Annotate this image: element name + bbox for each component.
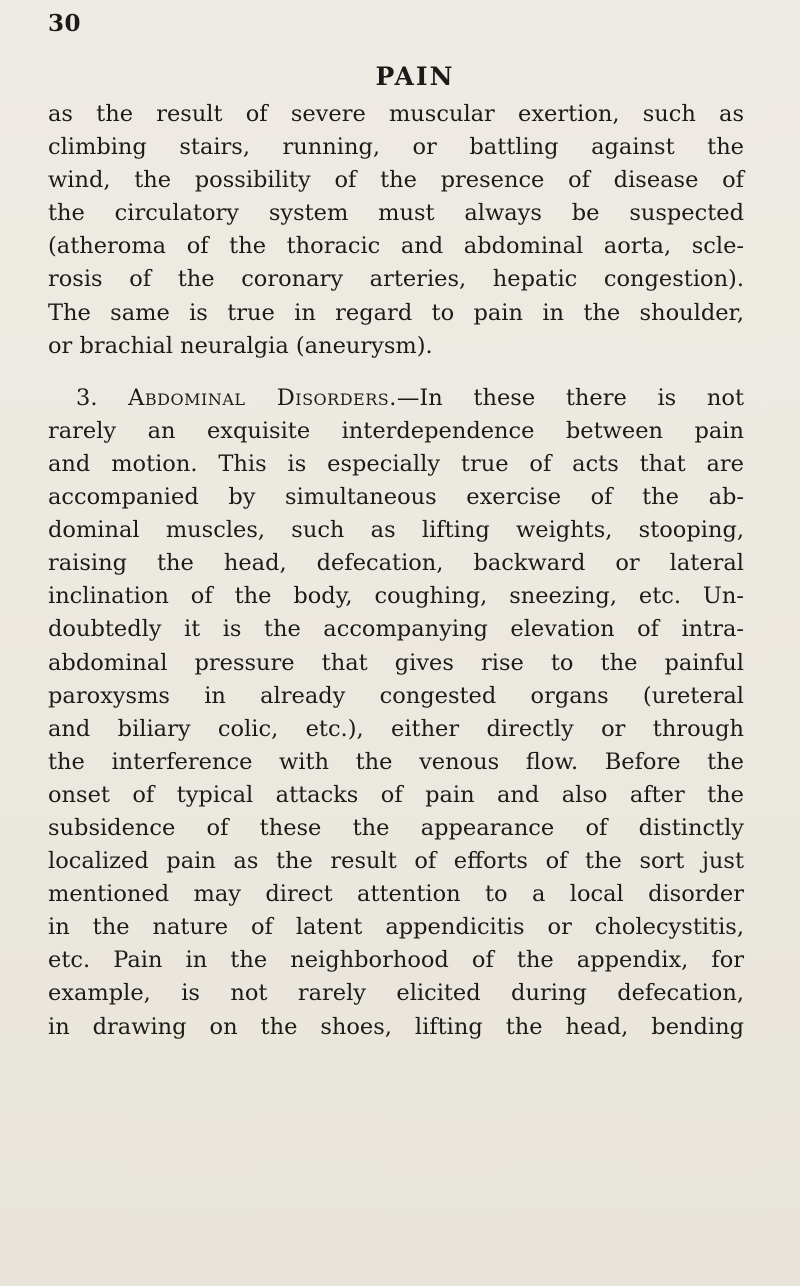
text-line: etc. Pain in the neighborhood of the appendix, for — [48, 947, 744, 974]
text-line: wind, the possibility of the presence of disease of — [48, 167, 744, 194]
text-line: the circulatory system must always be suspected — [48, 200, 744, 227]
paragraph-continuation — [48, 98, 744, 363]
text-line: doubtedly it is the accompanying elevation of intra- — [48, 616, 744, 643]
section-number: 3. — [76, 384, 98, 411]
text-line: rosis of the coronary arteries, hepatic congestion). — [48, 266, 744, 293]
text-line: accompanied by simultaneous exercise of the ab- — [48, 484, 744, 511]
text-line: raising the head, defecation, backward or lateral — [48, 550, 744, 577]
page-number: 30 — [48, 10, 82, 37]
text-line: abdominal pressure that gives rise to the painful — [48, 649, 744, 676]
text-line: in drawing on the shoes, lifting the head, bending — [48, 1013, 744, 1040]
text-line: climbing stairs, running, or battling against the — [48, 134, 744, 161]
text-line: example, is not rarely elicited during defecation, — [48, 980, 744, 1007]
text-line: (atheroma of the thoracic and abdominal aorta, scle- — [48, 233, 744, 260]
text-line: paroxysms in already congested organs (ureteral — [48, 682, 744, 709]
first-line-text: —In these there is not — [396, 384, 744, 411]
text-line: mentioned may direct attention to a local disorder — [48, 881, 744, 908]
text-line: rarely an exquisite interdependence between pain — [48, 417, 744, 444]
text-line: the interference with the venous flow. Before the — [48, 748, 744, 775]
text-line — [48, 382, 744, 415]
text-line: dominal muscles, such as lifting weights, stooping, — [48, 517, 744, 544]
body-text — [48, 98, 744, 1044]
paragraph-abdominal-disorders — [48, 382, 744, 1044]
text-line: localized pain as the result of efforts of the sort just — [48, 848, 744, 875]
text-line: in the nature of latent appendicitis or cholecystitis, — [48, 914, 744, 941]
text-line: The same is true in regard to pain in the shoulder, — [48, 299, 744, 326]
running-head: PAIN — [375, 62, 455, 91]
text-line: inclination of the body, coughing, sneezing, etc. Un- — [48, 583, 744, 610]
text-line: and biliary colic, etc.), either directly or through — [48, 715, 744, 742]
text-line: subsidence of these the appearance of distinctly — [48, 814, 744, 841]
section-heading: Abdominal Disorders. — [128, 384, 397, 411]
text-line: or brachial neuralgia (aneurysm). — [48, 332, 433, 359]
text-line: as the result of severe muscular exertion, such as — [48, 101, 744, 127]
text-line: and motion. This is especially true of acts that are — [48, 450, 744, 477]
text-line: onset of typical attacks of pain and also after the — [48, 781, 744, 808]
